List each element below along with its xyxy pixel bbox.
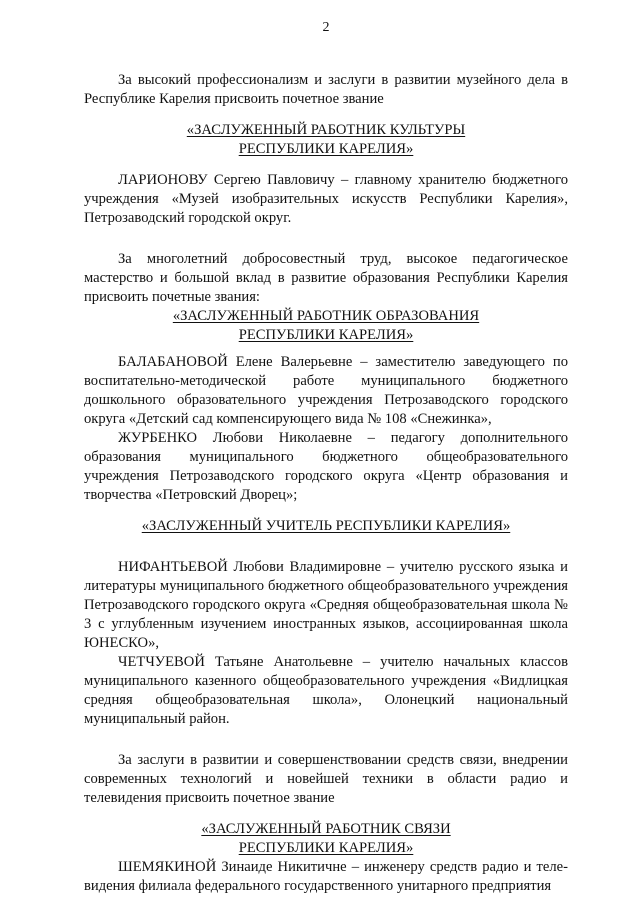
entry-zhurbenko: ЖУРБЕНКО Любови Николаевне – педагогу дополнительного образования муниципального бюджетного общеобразовательного учреждения Петрозаводского городского округа «Центр образования и творчества «Петровский Дворец»; <box>84 430 568 503</box>
intro-education: За многолетний добросовестный труд, высокое педагогическое мастерство и большой вклад в развитие образования Республики Карелия присвоить почетные звания: <box>84 251 568 305</box>
award-title-teacher <box>84 517 568 536</box>
entry-larionov: ЛАРИОНОВУ Сергею Павловичу – главному хранителю бюджетного учреждения «Музей изобразительных искусств Республики Карелия», Петрозаводский городской округ. <box>84 172 568 226</box>
award-title-line: «ЗАСЛУЖЕННЫЙ РАБОТНИК ОБРАЗОВАНИЯ <box>172 308 480 324</box>
entry-chetchueva: ЧЕТЧУЕВОЙ Татьяне Анатольевне – учителю начальных классов муниципального казенного общеобразовательного учреждения «Видлицкая средняя общеобразовательная школа», Олонецкий национальный муниципальный район. <box>84 654 568 727</box>
award-title-line: РЕСПУБЛИКИ КАРЕЛИЯ» <box>238 141 414 157</box>
award-title-education <box>84 307 568 345</box>
award-title-line: РЕСПУБЛИКИ КАРЕЛИЯ» <box>238 840 414 856</box>
award-title-culture <box>84 121 568 159</box>
entry-shemyakina: ШЕМЯКИНОЙ Зинаиде Никитичне – инженеру средств радио и теле-видения филиала федерального государственного унитарного предприятия <box>84 859 568 894</box>
intro-communications: За заслуги в развитии и совершенствовании средств связи, внедрении современных технологий и новейшей техники в области радио и телевидения присвоить почетное звание <box>84 752 568 806</box>
award-title-communications <box>84 820 568 858</box>
award-title-line: «ЗАСЛУЖЕННЫЙ УЧИТЕЛЬ РЕСПУБЛИКИ КАРЕЛИЯ» <box>141 518 511 534</box>
award-title-line: «ЗАСЛУЖЕННЫЙ РАБОТНИК СВЯЗИ <box>201 821 451 837</box>
entry-balabanova: БАЛАБАНОВОЙ Елене Валерьевне – заместителю заведующего по воспитательно-методической работе муниципального бюджетного дошкольного образовательного учреждения Петрозаводского городского округа «Детский сад компенсирующего вида № 108 «Снежинка», <box>84 354 568 427</box>
award-title-line: РЕСПУБЛИКИ КАРЕЛИЯ» <box>238 327 414 343</box>
award-title-line: «ЗАСЛУЖЕННЫЙ РАБОТНИК КУЛЬТУРЫ <box>186 122 466 138</box>
entry-nifantyeva: НИФАНТЬЕВОЙ Любови Владимировне – учителю русского языка и литературы муниципального бюджетного общеобразовательного учреждения Петрозаводского городского округа «Средняя общеобразовательная школа № 3 с углубленным изучением иностранных языков, ассоциированная школа ЮНЕСКО», <box>84 559 568 651</box>
page-number: 2 <box>322 20 330 35</box>
intro-culture: За высокий профессионализм и заслуги в развитии музейного дела в Республике Карелия присвоить почетное звание <box>84 72 568 107</box>
